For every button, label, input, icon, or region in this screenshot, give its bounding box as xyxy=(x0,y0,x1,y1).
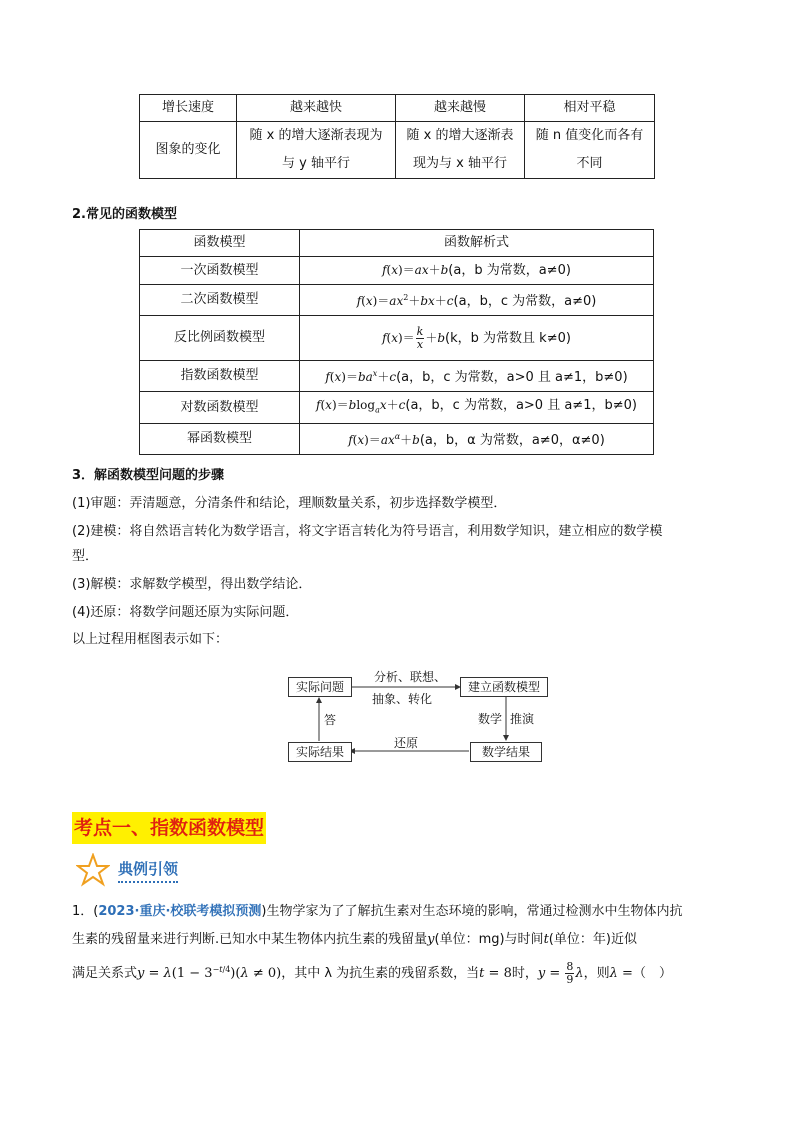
table-cell: 图象的变化 xyxy=(140,122,237,179)
table-cell xyxy=(396,122,525,179)
section-heading: 2.常见的函数模型 xyxy=(72,207,177,222)
table-row xyxy=(140,361,654,392)
model-formula: f(x)＝blog$_a$x＋c(a，b，c 为常数，a>0 且 a≠1，b≠0) xyxy=(300,392,654,424)
function-model-table xyxy=(139,229,654,455)
table-header-row xyxy=(140,230,654,257)
table-row xyxy=(140,285,654,316)
arrow-label: 推演 xyxy=(510,712,535,726)
section-heading: 3．解函数模型问题的步骤 xyxy=(72,468,225,483)
box-actual-problem: 实际问题 xyxy=(288,677,352,697)
table-row xyxy=(140,122,655,179)
formula-condition: (a，b，α 为常数，a≠0，α≠0) xyxy=(419,433,605,449)
column-header: 函数模型 xyxy=(140,230,300,257)
box-build-model: 建立函数模型 xyxy=(460,677,548,697)
table-cell: 越来越快 xyxy=(237,95,396,122)
model-name: 反比例函数模型 xyxy=(140,316,300,361)
table-row xyxy=(140,95,655,122)
table-cell: 越来越慢 xyxy=(396,95,525,122)
relation-formula: $y = \lambda(1 - 3^{-t/4})(\lambda \ne 0)$ xyxy=(137,965,282,981)
model-formula: f(x)＝ax＋b(a，b 为常数，a≠0) xyxy=(300,257,654,285)
step-text: (2)建模：将自然语言转化为数学语言，将文字语言转化为符号语言，利用数学知识，建立相应的数学模 xyxy=(72,524,663,539)
question-line: 1．(2023·重庆·校联考模拟预测)生物学家为了了解抗生素对生态环境的影响，常通过检测水中生物体内抗 xyxy=(72,904,683,919)
table-row xyxy=(140,316,654,361)
question-text: 满足关系式 xyxy=(72,966,138,981)
column-header: 函数解析式 xyxy=(300,230,654,257)
star-icon xyxy=(76,853,110,887)
model-formula: $f(x)=ax^2+bx+c(a$，b，c 为常数，a≠0) xyxy=(300,285,654,316)
question-text: (单位：mg)与时间 xyxy=(434,932,544,947)
model-formula: f(x)＝ $\frac{k}{x}$ ＋b(k，b 为常数且 k≠0) xyxy=(300,316,654,361)
question-line: 满足关系式$y = \lambda(1 - 3^{-t/4})(\lambda \ne 0)$，其中 λ 为抗生素的残留系数，当t = 8时，y = $\frac{8}{9}$ λ，则λ =（ ） xyxy=(72,960,672,986)
question-line: 生素的残留量来进行判断.已知水中某生物体内抗生素的残留量y(单位：mg)与时间t(单位：年)近似 xyxy=(72,932,637,947)
example-heading: 典例引领 xyxy=(118,858,178,883)
question-text: ，则 xyxy=(583,966,610,981)
step-text: 型． xyxy=(72,549,99,564)
model-name: 幂函数模型 xyxy=(140,424,300,455)
model-name: 一次函数模型 xyxy=(140,257,300,285)
arrow-label: 分析、联想、 xyxy=(374,670,447,684)
model-formula: $f(x)=ba^x+c(a$，b，c 为常数，a>0 且 a≠1，b≠0) xyxy=(300,361,654,392)
table-cell xyxy=(237,122,396,179)
step-text: (1)审题：弄清题意，分清条件和结论，理顺数量关系，初步选择数学模型． xyxy=(72,496,507,511)
formula-condition: (a，b，c 为常数，a>0 且 a≠1，b≠0) xyxy=(396,370,628,385)
step-text: 以上过程用框图表示如下： xyxy=(72,632,229,647)
model-name: 对数函数模型 xyxy=(140,392,300,424)
topic-title: 考点一、指数函数模型 xyxy=(72,812,266,844)
arrow-label: 答 xyxy=(324,713,337,727)
table-cell: 相对平稳 xyxy=(525,95,655,122)
cell-line: 随 x 的增大逐渐表 xyxy=(406,128,514,143)
question-text: 时， xyxy=(511,966,538,981)
table-row xyxy=(140,424,654,455)
formula-condition: (k，b 为常数且 k≠0) xyxy=(445,330,571,346)
formula-condition: (a，b，c 为常数，a≠0) xyxy=(453,294,597,309)
cell-line: 随 x 的增大逐渐表现为 xyxy=(249,128,383,143)
step-text: (3)解模：求解数学模型，得出数学结论． xyxy=(72,577,312,592)
formula-condition: (a，b，c 为常数，a>0 且 a≠1，b≠0) xyxy=(405,398,637,413)
question-number: 1．( xyxy=(72,904,99,919)
process-flow-diagram xyxy=(282,668,552,768)
growth-comparison-table xyxy=(139,94,655,179)
cell-line: 不同 xyxy=(576,156,603,171)
table-row xyxy=(140,392,654,424)
arrow-label: 抽象、转化 xyxy=(372,692,433,706)
arrow-label: 还原 xyxy=(394,736,419,750)
table-cell: 增长速度 xyxy=(140,95,237,122)
model-formula: $f(x)=ax^\alpha+b(a$，b，α 为常数，a≠0，α≠0) xyxy=(300,424,654,455)
answer-blank: （ ） xyxy=(632,966,672,981)
question-source: 2023·重庆·校联考模拟预测 xyxy=(98,904,262,919)
cell-line: 与 y 轴平行 xyxy=(282,156,350,171)
box-actual-result: 实际结果 xyxy=(288,742,352,762)
table-row xyxy=(140,257,654,285)
question-text: (单位：年)近似 xyxy=(548,932,637,947)
cell-line: 现为与 x 轴平行 xyxy=(413,156,507,171)
step-text: (4)还原：将数学问题还原为实际问题． xyxy=(72,605,299,620)
cell-line: 随 n 值变化而各有 xyxy=(535,128,644,143)
question-text: ，其中 λ 为抗生素的残留系数，当 xyxy=(281,966,480,981)
model-name: 二次函数模型 xyxy=(140,285,300,316)
arrow-label: 数学 xyxy=(478,712,503,726)
question-text: 生物学家为了了解抗生素对生态环境的影响，常通过检测水中生物体内抗 xyxy=(266,904,683,919)
table-cell xyxy=(525,122,655,179)
model-name: 指数函数模型 xyxy=(140,361,300,392)
box-math-result: 数学结果 xyxy=(470,742,542,762)
question-text: 生素的残留量来进行判断.已知水中某生物体内抗生素的残留量 xyxy=(72,932,428,947)
formula-condition: (a，b 为常数，a≠0) xyxy=(448,263,571,278)
